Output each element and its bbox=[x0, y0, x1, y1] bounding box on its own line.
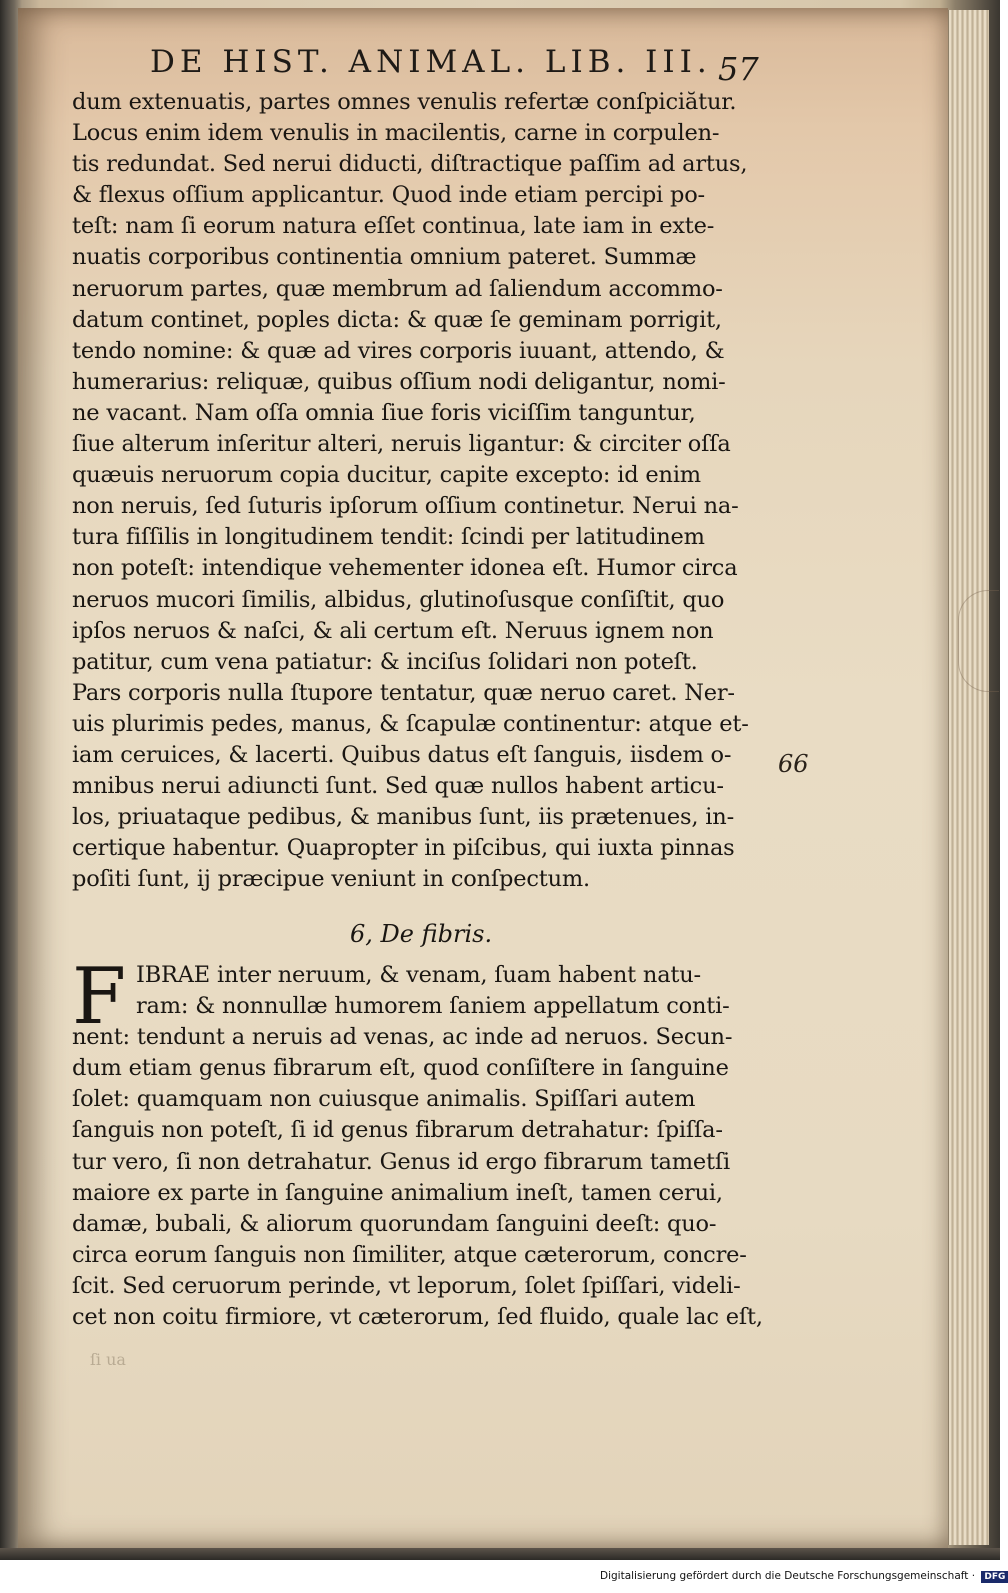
text-line: nent: tendunt a neruis ad venas, ac inde ad neruos. Secun- bbox=[72, 1024, 733, 1051]
digitization-credit bbox=[600, 1570, 1006, 1583]
text-line: dum extenuatis, partes omnes venulis refertæ conſpiciătur. bbox=[72, 89, 737, 115]
page-number: 57 bbox=[718, 50, 759, 88]
text-line: IBRAE inter neruum, & venam, ſuam habent natu- bbox=[136, 962, 701, 988]
text-line: cet non coitu firmiore, vt cæterorum, ſed fluido, quale lac eſt, bbox=[72, 1304, 763, 1331]
catchword: ſi ua bbox=[90, 1350, 126, 1369]
text-line: & flexus oſſium applicantur. Quod inde etiam percipi po- bbox=[72, 182, 705, 209]
scan-bottom-edge bbox=[0, 1548, 1000, 1560]
text-line: Locus enim idem venulis in macilentis, carne in corpulen- bbox=[72, 120, 720, 147]
text-line: tendo nomine: & quæ ad vires corporis iuuant, attendo, & bbox=[72, 337, 725, 364]
text-line: damæ, bubali, & aliorum quorundam ſanguini deeſt: quo- bbox=[72, 1210, 717, 1237]
section-heading: 6, De fibris. bbox=[350, 920, 493, 948]
page-edges bbox=[948, 10, 989, 1545]
dfg-logo: DFG bbox=[981, 1571, 1008, 1583]
text-line: ipſos neruos & naſci, & ali certum eſt. Neruus ignem non bbox=[72, 617, 714, 644]
text-line: non neruis, ſed ſuturis ipſorum oſſium continetur. Nerui na- bbox=[72, 493, 739, 520]
text-line: tis redundat. Sed nerui diducti, diſtractique paſſim ad artus, bbox=[72, 151, 748, 178]
text-line: patitur, cum vena patiatur: & inciſus ſolidari non poteſt. bbox=[72, 648, 698, 675]
text-line: neruos mucori ſimilis, albidus, glutinoſusque conſiſtit, quo bbox=[72, 586, 725, 613]
text-line: los, priuataque pedibus, & manibus ſunt, iis prætenues, in- bbox=[72, 804, 734, 831]
text-line: iam ceruices, & lacerti. Quibus datus eſt ſanguis, iisdem o- bbox=[72, 741, 732, 768]
text-line: tur vero, ſi non detrahatur. Genus id ergo fibrarum tametſi bbox=[72, 1148, 730, 1175]
drop-initial: F bbox=[72, 952, 127, 1042]
text-line: ſanguis non poteſt, ſi id genus fibrarum detrahatur: ſpiſſa- bbox=[72, 1117, 723, 1144]
text-line: teſt: nam ſi eorum natura eſſet continua, late iam in exte- bbox=[72, 213, 715, 240]
text-line: circa eorum ſanguis non ſimiliter, atque cæterorum, concre- bbox=[72, 1241, 747, 1268]
text-line: ſiue alterum inſeritur alteri, neruis ligantur: & circiter oſſa bbox=[72, 431, 731, 458]
text-line: tura fiſſilis in longitudinem tendit: ſcindi per latitudinem bbox=[72, 524, 705, 551]
text-line: neruorum partes, quæ membrum ad ſaliendum accommo- bbox=[72, 275, 723, 302]
text-line: maiore ex parte in ſanguine animalium ineſt, tamen cerui, bbox=[72, 1179, 723, 1206]
text-line: poſiti ſunt, ij præcipue veniunt in conſpectum. bbox=[72, 866, 590, 893]
text-line: non poteſt: intendique vehementer idonea eſt. Humor circa bbox=[72, 555, 738, 582]
text-line: datum continet, poples dicta: & quæ ſe geminam porrigit, bbox=[72, 306, 722, 333]
text-line: certique habentur. Quapropter in piſcibus, qui iuxta pinnas bbox=[72, 835, 735, 862]
text-line: Pars corporis nulla ſtupore tentatur, quæ neruo caret. Ner- bbox=[72, 679, 735, 706]
text-line: dum etiam genus fibrarum eſt, quod conſiſtere in ſanguine bbox=[72, 1055, 729, 1082]
text-line: ne vacant. Nam oſſa omnia ſiue foris viciſſim tanguntur, bbox=[72, 399, 696, 426]
page-curl-mark bbox=[958, 590, 999, 692]
text-line: nuatis corporibus continentia omnium pateret. Summæ bbox=[72, 244, 697, 271]
text-line: ſcit. Sed ceruorum perinde, vt leporum, ſolet ſpiſſari, videli- bbox=[72, 1272, 741, 1299]
text-line: ſolet: quamquam non cuiusque animalis. Spiſſari autem bbox=[72, 1086, 696, 1113]
text-line: quæuis neruorum copia ducitur, capite excepto: id enim bbox=[72, 462, 701, 489]
text-line: mnibus nerui adiuncti ſunt. Sed quæ nullos habent articu- bbox=[72, 773, 724, 800]
text-line: uis plurimis pedes, manus, & ſcapulæ continentur: atque et- bbox=[72, 710, 749, 737]
text-line: ram: & nonnullæ humorem ſaniem appellatum conti- bbox=[136, 993, 730, 1020]
margin-note: 66 bbox=[778, 750, 809, 778]
section-text-block bbox=[72, 952, 772, 1333]
body-text-block bbox=[72, 87, 772, 895]
text-line: humerarius: reliquæ, quibus oſſium nodi deligantur, nomi- bbox=[72, 368, 726, 395]
running-title: DE HIST. ANIMAL. LIB. III. bbox=[150, 44, 712, 80]
credit-text: Digitalisierung gefördert durch die Deutsche Forschungsgemeinschaft · bbox=[600, 1570, 976, 1582]
